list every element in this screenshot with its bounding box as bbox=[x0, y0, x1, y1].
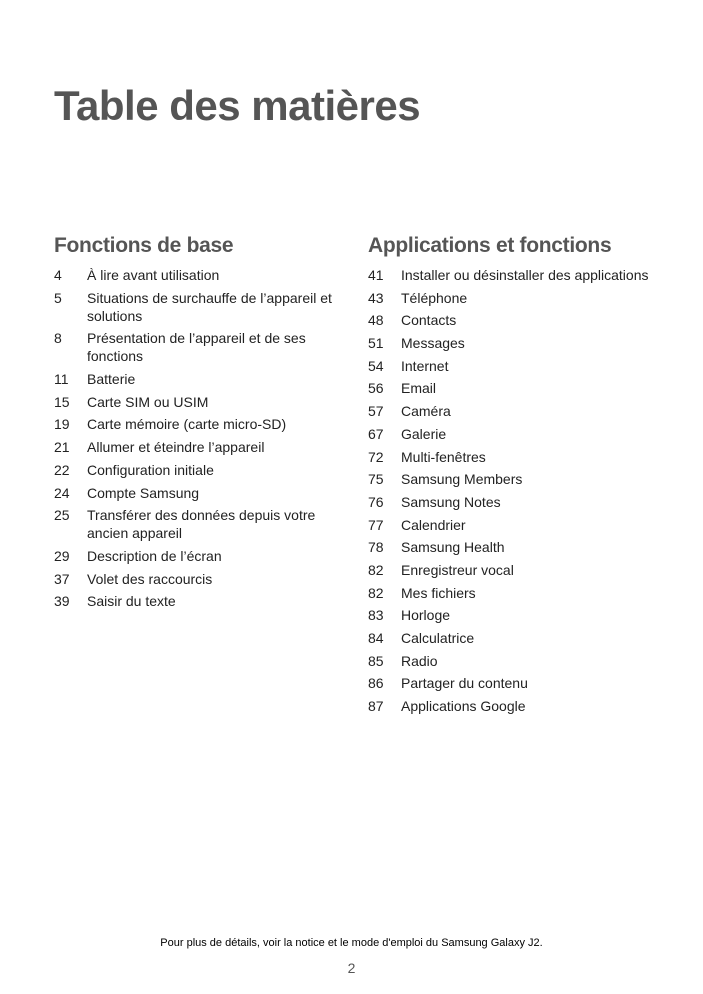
toc-entry[interactable] bbox=[368, 379, 658, 397]
toc-page-number: 43 bbox=[368, 289, 384, 306]
toc-entry-label: Compte Samsung bbox=[87, 484, 200, 501]
toc-page-number: 48 bbox=[368, 312, 384, 329]
toc-entry-label: Internet bbox=[401, 357, 449, 374]
toc-entry-label: Carte mémoire (carte micro-SD) bbox=[87, 416, 287, 433]
toc-page-number: 82 bbox=[368, 561, 384, 578]
toc-page-number: 72 bbox=[368, 448, 384, 465]
toc-entry-label: Présentation de l’appareil et de ses fonctions bbox=[87, 330, 306, 365]
toc-column-applications bbox=[368, 232, 658, 720]
toc-page-number: 78 bbox=[368, 539, 384, 556]
toc-entry[interactable] bbox=[54, 266, 344, 284]
toc-entry-label: Applications Google bbox=[401, 698, 526, 715]
toc-entry-label: Transférer des données depuis votre ancien appareil bbox=[87, 507, 316, 542]
section-heading-applications: Applications et fonctions bbox=[368, 234, 612, 257]
toc-entry[interactable] bbox=[54, 484, 344, 502]
toc-entry[interactable] bbox=[54, 393, 344, 411]
toc-entry[interactable] bbox=[54, 592, 344, 610]
toc-entry-label: Partager du contenu bbox=[401, 675, 528, 692]
toc-entry[interactable] bbox=[368, 697, 658, 715]
toc-entry-label: Configuration initiale bbox=[87, 461, 214, 478]
toc-entry-label: Calculatrice bbox=[401, 630, 475, 646]
toc-page-number: 21 bbox=[54, 439, 70, 456]
toc-page-number: 85 bbox=[368, 652, 384, 669]
toc-page-number: 5 bbox=[54, 289, 62, 306]
toc-page-number: 57 bbox=[368, 403, 384, 420]
toc-page-number: 82 bbox=[368, 584, 384, 601]
toc-entry[interactable] bbox=[54, 506, 344, 542]
toc-entry-label: À lire avant utilisation bbox=[87, 267, 220, 283]
toc-entry-label: Samsung Health bbox=[401, 539, 505, 556]
toc-entry[interactable] bbox=[368, 357, 658, 375]
toc-entry[interactable] bbox=[54, 570, 344, 588]
toc-entry-label: Enregistreur vocal bbox=[401, 561, 514, 578]
toc-page-number: 24 bbox=[54, 484, 70, 501]
toc-entry[interactable] bbox=[368, 584, 658, 602]
page-title: Table des matières bbox=[54, 82, 421, 129]
toc-page-number: 67 bbox=[368, 425, 384, 442]
toc-entry[interactable] bbox=[368, 493, 658, 511]
toc-entry[interactable] bbox=[368, 561, 658, 579]
toc-entry[interactable] bbox=[368, 470, 658, 488]
toc-entry[interactable] bbox=[54, 415, 344, 433]
toc-page-number: 25 bbox=[54, 507, 70, 524]
section-heading-basic-functions: Fonctions de base bbox=[54, 234, 234, 257]
toc-entry-label: Allumer et éteindre l’appareil bbox=[87, 439, 265, 456]
toc-page-number: 29 bbox=[54, 547, 70, 564]
toc-list-basic-functions bbox=[54, 266, 344, 610]
toc-entry[interactable] bbox=[368, 674, 658, 692]
toc-list-applications bbox=[368, 266, 658, 715]
toc-page-number: 51 bbox=[368, 335, 384, 352]
toc-entry-label: Caméra bbox=[401, 403, 451, 420]
toc-entry-label: Email bbox=[401, 380, 437, 397]
toc-page-number: 54 bbox=[368, 357, 384, 374]
toc-entry-label: Samsung Notes bbox=[401, 493, 501, 510]
footer-note: Pour plus de détails, voir la notice et le mode d'emploi du Samsung Galaxy J2. bbox=[160, 937, 543, 949]
toc-page-number: 22 bbox=[54, 461, 70, 478]
toc-entry[interactable] bbox=[368, 402, 658, 420]
toc-entry-label: Installer ou désinstaller des applications bbox=[401, 267, 649, 283]
toc-entry-label: Mes fichiers bbox=[401, 584, 476, 601]
toc-entry-label: Volet des raccourcis bbox=[87, 570, 213, 587]
toc-entry[interactable] bbox=[368, 652, 658, 670]
toc-page-number: 39 bbox=[54, 593, 70, 610]
toc-entry[interactable] bbox=[54, 461, 344, 479]
toc-entry[interactable] bbox=[368, 538, 658, 556]
toc-page-number: 4 bbox=[54, 267, 62, 283]
toc-entry[interactable] bbox=[368, 629, 658, 647]
toc-entry[interactable] bbox=[368, 266, 658, 284]
toc-entry-label: Description de l’écran bbox=[87, 547, 222, 564]
toc-entry-label: Batterie bbox=[87, 371, 136, 388]
toc-entry[interactable] bbox=[368, 289, 658, 307]
toc-page-number: 75 bbox=[368, 471, 384, 488]
toc-page-number: 83 bbox=[368, 607, 384, 624]
toc-entry[interactable] bbox=[54, 547, 344, 565]
toc-entry-label: Situations de surchauffe de l’appareil et solutions bbox=[87, 289, 332, 324]
toc-page-number: 76 bbox=[368, 493, 384, 510]
toc-entry-label: Radio bbox=[401, 652, 438, 669]
toc-page-number: 8 bbox=[54, 330, 62, 347]
toc-entry-label: Horloge bbox=[401, 607, 451, 624]
toc-page-number: 56 bbox=[368, 380, 384, 397]
toc-entry-label: Téléphone bbox=[401, 289, 468, 306]
toc-page-number: 41 bbox=[368, 267, 384, 283]
toc-page-number: 77 bbox=[368, 516, 384, 533]
toc-entry[interactable] bbox=[368, 425, 658, 443]
toc-entry-label: Samsung Members bbox=[401, 471, 523, 488]
toc-entry-label: Carte SIM ou USIM bbox=[87, 393, 209, 410]
toc-page-number: 87 bbox=[368, 698, 384, 715]
toc-entry-label: Multi-fenêtres bbox=[401, 448, 486, 465]
toc-page-number: 19 bbox=[54, 416, 70, 433]
toc-entry[interactable] bbox=[368, 606, 658, 624]
toc-entry[interactable] bbox=[54, 370, 344, 388]
toc-page-number: 11 bbox=[54, 371, 69, 388]
toc-page-number: 15 bbox=[54, 393, 70, 410]
toc-entry[interactable] bbox=[368, 334, 658, 352]
toc-entry-label: Messages bbox=[401, 335, 465, 352]
toc-page-number: 86 bbox=[368, 675, 384, 692]
page-number: 2 bbox=[347, 960, 356, 976]
toc-column-basic-functions bbox=[54, 232, 344, 615]
toc-entry-label: Galerie bbox=[401, 425, 447, 442]
toc-entry[interactable] bbox=[368, 516, 658, 534]
toc-entry-label: Contacts bbox=[401, 312, 457, 329]
toc-entry[interactable] bbox=[54, 438, 344, 456]
toc-page-number: 37 bbox=[54, 570, 70, 587]
toc-entry-label: Saisir du texte bbox=[87, 593, 176, 610]
toc-entry[interactable] bbox=[54, 289, 344, 325]
toc-entry[interactable] bbox=[368, 448, 658, 466]
toc-entry[interactable] bbox=[54, 329, 344, 365]
toc-entry[interactable] bbox=[368, 311, 658, 329]
toc-page-number: 84 bbox=[368, 630, 384, 646]
toc-entry-label: Calendrier bbox=[401, 516, 466, 533]
